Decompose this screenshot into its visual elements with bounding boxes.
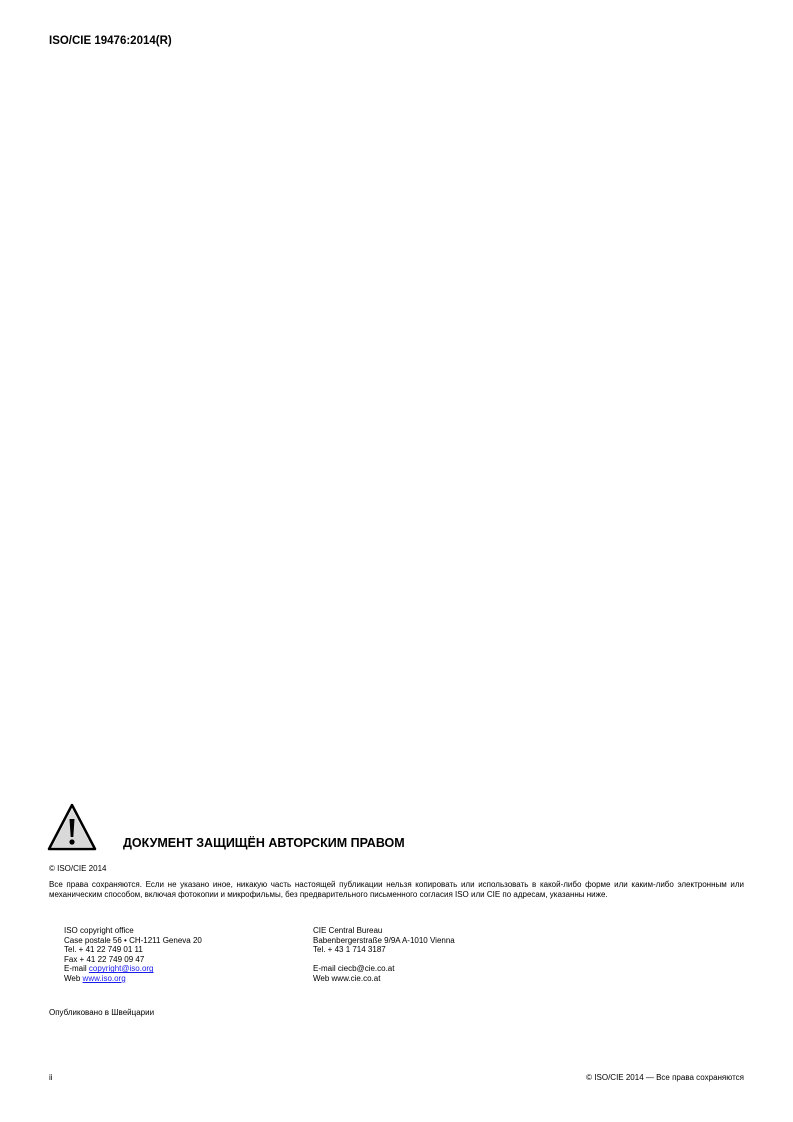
iso-email-link[interactable]: copyright@iso.org bbox=[88, 964, 154, 974]
iso-fax: Fax + 41 22 749 09 47 bbox=[64, 954, 145, 964]
iso-tel: Tel. + 41 22 749 01 11 bbox=[64, 945, 143, 955]
document-id-header: ISO/CIE 19476:2014(R) bbox=[49, 35, 172, 47]
iso-address bbox=[64, 926, 202, 984]
cie-tel: Tel. + 43 1 714 3187 bbox=[313, 945, 386, 955]
iso-email-row bbox=[64, 964, 202, 974]
copyright-notice-title: ДОКУМЕНТ ЗАЩИЩЁН АВТОРСКИМ ПРАВОМ bbox=[123, 836, 405, 850]
iso-street: Case postale 56 • CH-1211 Geneva 20 bbox=[64, 935, 202, 945]
cie-office-name: CIE Central Bureau bbox=[313, 926, 383, 935]
published-in: Опубликовано в Швейцарии bbox=[49, 1008, 155, 1017]
footer-copyright: © ISO/CIE 2014 — Все права сохраняются bbox=[586, 1073, 744, 1082]
iso-web-link[interactable]: www.iso.org bbox=[82, 973, 126, 983]
page-number: ii bbox=[49, 1073, 53, 1082]
rights-paragraph: Все права сохраняются. Если не указано иное, никакую часть настоящей публикации нельзя копировать или использовать в какой-либо форме или каким-либо электронным или механическим способом, включая фотокопии и микрофильмы, без предварительного письменного согласия ISO или CIE по адресам, указанны ниже. bbox=[49, 880, 744, 900]
warning-triangle-icon bbox=[47, 803, 97, 851]
cie-street: Babenbergerstraße 9/9A A-1010 Vienna bbox=[313, 935, 455, 945]
cie-web: Web www.cie.co.at bbox=[313, 973, 381, 983]
cie-email: E-mail ciecb@cie.co.at bbox=[313, 964, 395, 974]
cie-address bbox=[313, 926, 455, 984]
iso-office-name: ISO copyright office bbox=[64, 926, 134, 935]
copyright-line: © ISO/CIE 2014 bbox=[49, 864, 107, 873]
email-label: E-mail bbox=[64, 964, 87, 974]
iso-web-row bbox=[64, 974, 202, 984]
web-label: Web bbox=[64, 973, 81, 983]
